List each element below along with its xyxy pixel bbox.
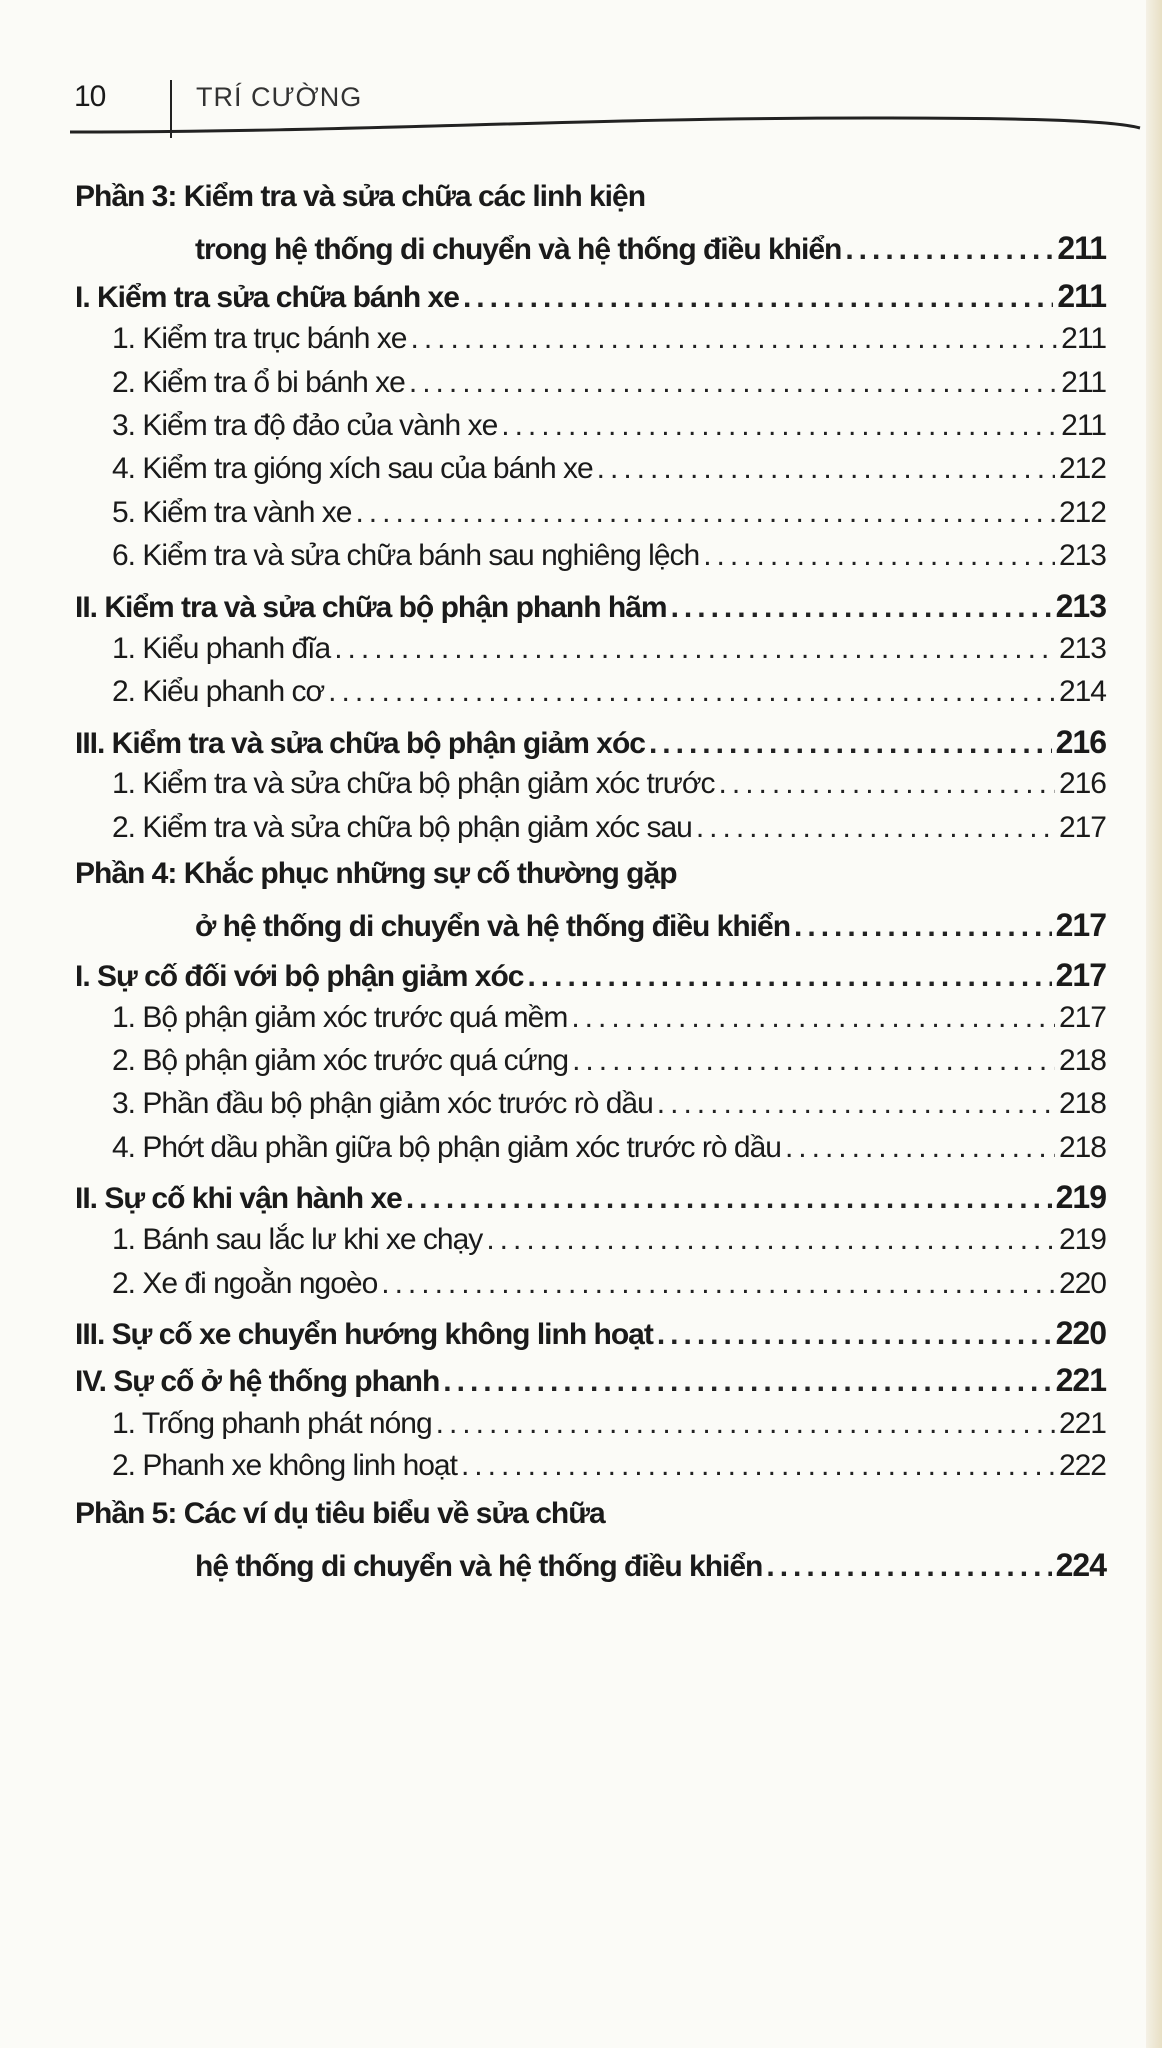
dot-leader: [486, 1223, 1055, 1257]
dot-leader: [411, 322, 1058, 356]
dot-leader: [436, 1407, 1055, 1441]
entry-title: 2. Kiểm tra và sửa chữa bộ phận giảm xóc sau: [112, 811, 692, 844]
dot-leader: [409, 366, 1057, 400]
page-number: 10: [74, 80, 106, 113]
entry-page-number: 214: [1058, 675, 1106, 708]
part-entry: [195, 230, 1106, 267]
dot-leader: [671, 591, 1052, 625]
toc-entry: [112, 452, 1106, 486]
part-heading: Phần 5: Các ví dụ tiêu biểu về sửa chữa: [75, 1497, 605, 1530]
dot-leader: [571, 1001, 1055, 1035]
dot-leader: [794, 910, 1052, 944]
entry-title: 4. Kiểm tra gióng xích sau của bánh xe: [112, 452, 593, 485]
dot-leader: [597, 452, 1055, 486]
dot-leader: [572, 1044, 1055, 1078]
section-entry: [75, 588, 1106, 625]
dot-leader: [766, 1550, 1051, 1584]
dot-leader: [845, 233, 1053, 267]
entry-page-number: 220: [1055, 1315, 1106, 1351]
entry-page-number: 220: [1058, 1267, 1106, 1300]
entry-title: 2. Bộ phận giảm xóc trước quá cứng: [112, 1044, 569, 1077]
entry-page-number: 218: [1058, 1044, 1106, 1077]
section-entry: [75, 957, 1106, 994]
toc-entry: [112, 1001, 1106, 1035]
entry-page-number: 217: [1058, 811, 1106, 844]
entry-page-number: 224: [1055, 1547, 1106, 1583]
dot-leader: [355, 496, 1054, 530]
entry-page-number: 222: [1058, 1449, 1106, 1482]
toc-entry: [112, 409, 1106, 443]
section-entry: [75, 278, 1106, 315]
entry-page-number: 217: [1055, 957, 1106, 993]
toc-entry: [112, 1267, 1106, 1301]
entry-title: 6. Kiểm tra và sửa chữa bánh sau nghiêng lệch: [112, 539, 700, 572]
entry-page-number: 211: [1057, 278, 1106, 314]
toc-entry: [112, 1407, 1106, 1441]
dot-leader: [696, 811, 1055, 845]
entry-page-number: 218: [1058, 1131, 1106, 1164]
entry-page-number: 217: [1058, 1001, 1106, 1034]
entry-title: 1. Kiểm tra trục bánh xe: [112, 322, 407, 355]
entry-title: hệ thống di chuyển và hệ thống điều khiển: [195, 1550, 763, 1583]
entry-title: I. Kiểm tra sửa chữa bánh xe: [75, 281, 459, 314]
toc-entry: [112, 496, 1106, 530]
toc-entry: [112, 1223, 1106, 1257]
header-rule: [70, 106, 1150, 136]
toc-entry: [112, 1087, 1106, 1121]
entry-title: 1. Trống phanh phát nóng: [112, 1407, 432, 1440]
entry-title: II. Kiểm tra và sửa chữa bộ phận phanh hãm: [75, 591, 667, 624]
toc-entry: [112, 322, 1106, 356]
toc-entry: [112, 1449, 1106, 1483]
entry-title: 1. Kiểm tra và sửa chữa bộ phận giảm xóc trước: [112, 767, 715, 800]
entry-title: 1. Kiểu phanh đĩa: [112, 632, 331, 665]
dot-leader: [657, 1087, 1055, 1121]
entry-title: 2. Xe đi ngoằn ngoèo: [112, 1267, 378, 1300]
entry-title: 4. Phớt dầu phần giữa bộ phận giảm xóc trước rò dầu: [112, 1131, 781, 1164]
section-entry: [75, 1362, 1106, 1399]
section-entry: [75, 1315, 1106, 1352]
dot-leader: [328, 675, 1055, 709]
toc-entry: [112, 539, 1106, 573]
entry-page-number: 211: [1061, 409, 1106, 442]
entry-page-number: 219: [1058, 1223, 1106, 1256]
dot-leader: [527, 960, 1051, 994]
toc-entry: [112, 366, 1106, 400]
entry-title: 2. Kiểu phanh cơ: [112, 675, 325, 708]
entry-page-number: 212: [1058, 452, 1106, 485]
entry-page-number: 213: [1055, 588, 1106, 624]
dot-leader: [657, 1318, 1052, 1352]
toc-entry: [112, 675, 1106, 709]
dot-leader: [443, 1365, 1051, 1399]
section-entry: [75, 724, 1106, 761]
entry-title: ở hệ thống di chuyển và hệ thống điều khiển: [195, 910, 791, 943]
dot-leader: [381, 1267, 1055, 1301]
toc-entry: [112, 767, 1106, 801]
entry-page-number: 213: [1058, 539, 1106, 572]
entry-title: 3. Kiểm tra độ đảo của vành xe: [112, 409, 498, 442]
entry-title: 1. Bộ phận giảm xóc trước quá mềm: [112, 1001, 568, 1034]
dot-leader: [406, 1182, 1052, 1216]
entry-page-number: 216: [1058, 767, 1106, 800]
entry-title: 3. Phần đầu bộ phận giảm xóc trước rò dầu: [112, 1087, 653, 1120]
part-heading: Phần 4: Khắc phục những sự cố thường gặp: [75, 857, 677, 890]
dot-leader: [785, 1131, 1055, 1165]
entry-title: III. Sự cố xe chuyển hướng không linh hoạt: [75, 1318, 653, 1351]
entry-page-number: 216: [1055, 724, 1106, 760]
entry-title: II. Sự cố khi vận hành xe: [75, 1182, 402, 1215]
entry-title: 5. Kiểm tra vành xe: [112, 496, 352, 529]
running-header: [0, 0, 1162, 160]
toc-entry: [112, 632, 1106, 666]
entry-page-number: 211: [1061, 366, 1106, 399]
entry-page-number: 219: [1055, 1179, 1106, 1215]
dot-leader: [649, 727, 1052, 761]
section-entry: [75, 1179, 1106, 1216]
entry-title: IV. Sự cố ở hệ thống phanh: [75, 1365, 440, 1398]
entry-page-number: 211: [1061, 322, 1106, 355]
dot-leader: [334, 632, 1055, 666]
entry-title: 2. Phanh xe không linh hoạt: [112, 1449, 457, 1482]
entry-title: III. Kiểm tra và sửa chữa bộ phận giảm xóc: [75, 727, 645, 760]
entry-page-number: 221: [1058, 1407, 1106, 1440]
toc-entry: [112, 811, 1106, 845]
entry-title: trong hệ thống di chuyển và hệ thống điều khiển: [195, 233, 842, 266]
dot-leader: [703, 539, 1055, 573]
entry-title: 1. Bánh sau lắc lư khi xe chạy: [112, 1223, 483, 1256]
toc-entry: [112, 1044, 1106, 1078]
dot-leader: [719, 767, 1055, 801]
running-title: TRÍ CƯỜNG: [196, 82, 363, 112]
entry-page-number: 218: [1058, 1087, 1106, 1120]
part-heading: Phần 3: Kiểm tra và sửa chữa các linh kiện: [75, 180, 646, 213]
part-entry: [195, 907, 1106, 944]
toc-entry: [112, 1131, 1106, 1165]
entry-page-number: 211: [1057, 230, 1106, 266]
dot-leader: [501, 409, 1057, 443]
entry-page-number: 221: [1055, 1362, 1106, 1398]
page-edge: [1146, 0, 1162, 2048]
entry-title: I. Sự cố đối với bộ phận giảm xóc: [75, 960, 524, 993]
dot-leader: [461, 1449, 1055, 1483]
entry-page-number: 213: [1058, 632, 1106, 665]
part-entry: [195, 1547, 1106, 1584]
dot-leader: [463, 281, 1053, 315]
entry-page-number: 217: [1055, 907, 1106, 943]
entry-page-number: 212: [1058, 496, 1106, 529]
entry-title: 2. Kiểm tra ổ bi bánh xe: [112, 366, 405, 399]
